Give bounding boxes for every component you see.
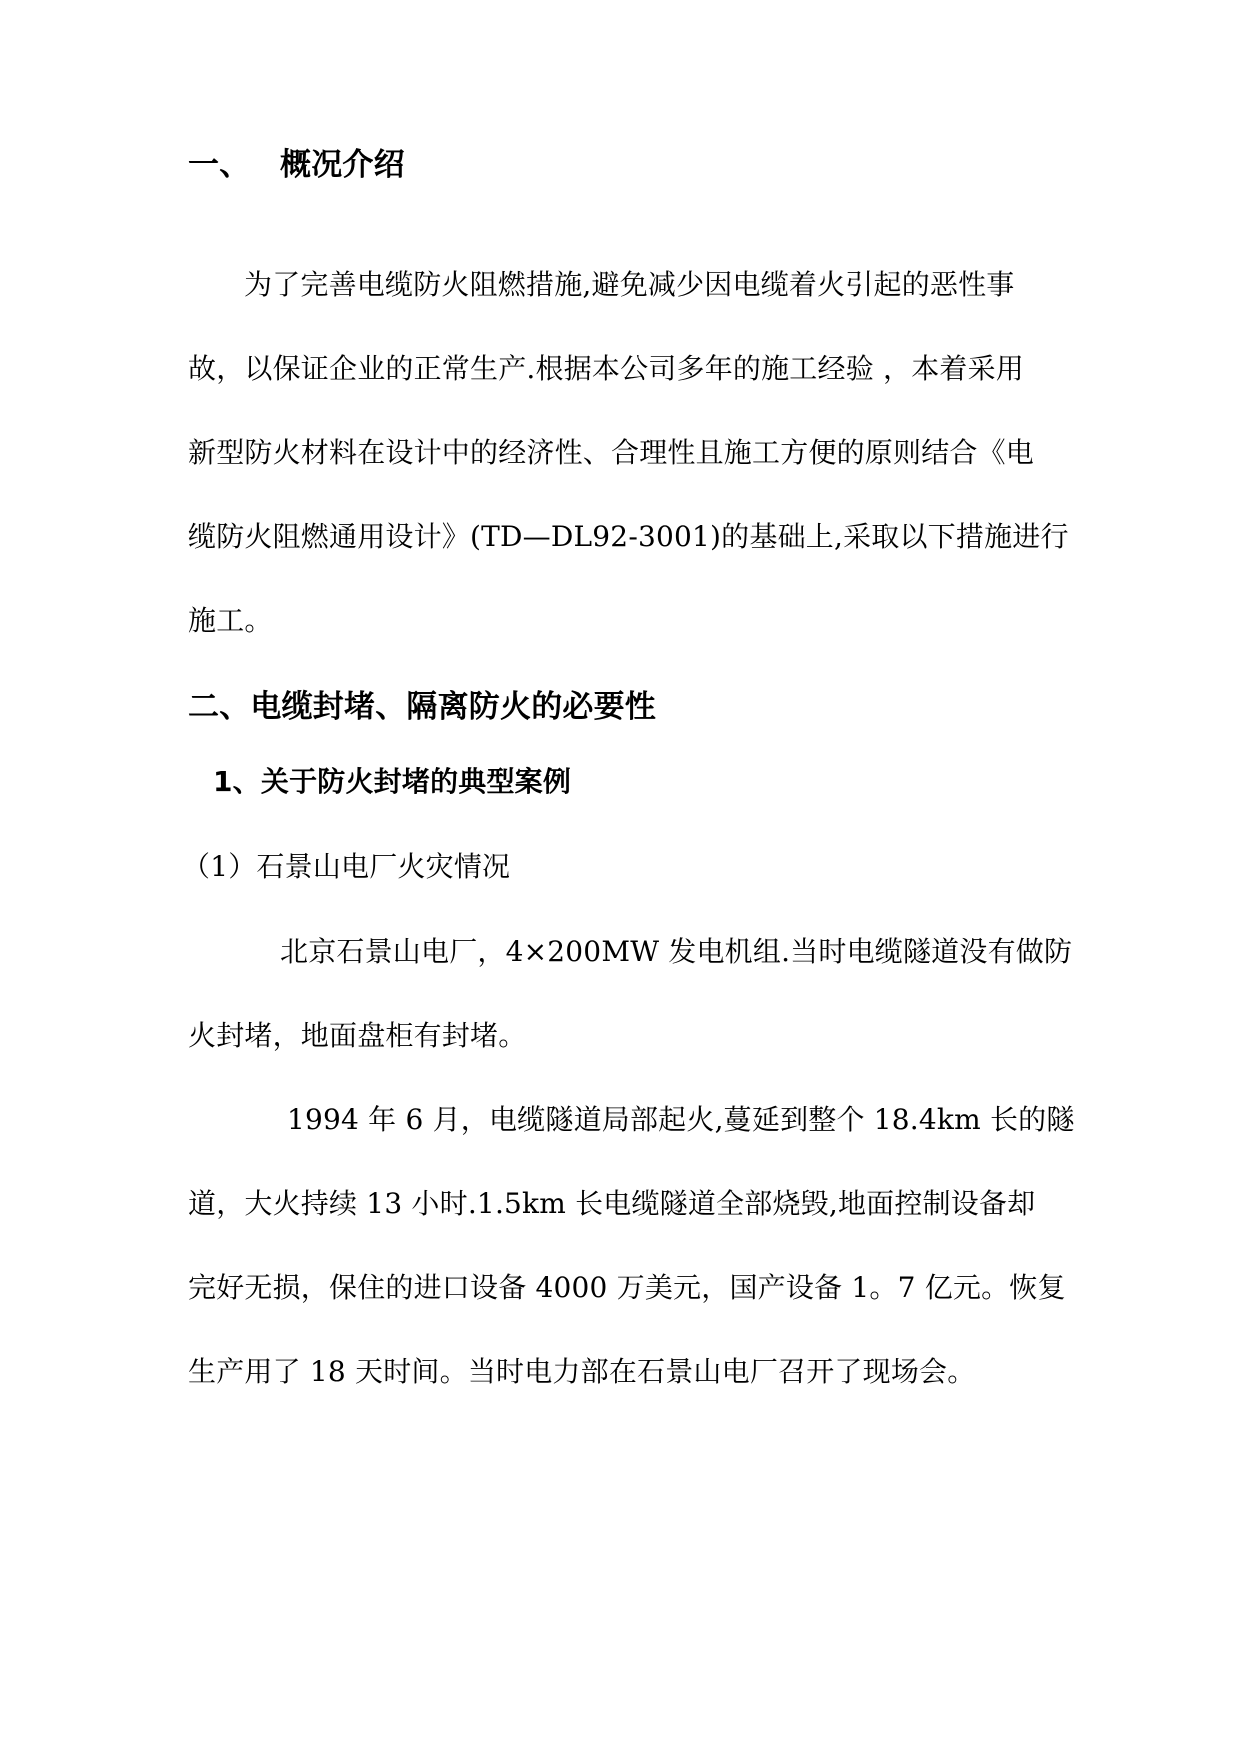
paragraph-line: 道，大火持续 13 小时.1.5km 长电缆隧道全部烧毁,地面控制设备却 [188,1187,1036,1220]
section-2-heading: 二、电缆封堵、隔离防火的必要性 [188,689,656,725]
paragraph-line: 生产用了 18 天时间。当时电力部在石景山电厂召开了现场会。 [188,1355,976,1388]
paragraph-line: 为了完善电缆防火阻燃措施,避免减少因电缆着火引起的恶性事 [244,268,1015,301]
section-1-number: 一、 [188,147,251,183]
subsection-heading: 1、关于防火封堵的典型案例 [213,765,572,798]
paragraph-line: 北京石景山电厂，4×200MW 发电机组.当时电缆隧道没有做防 [280,935,1073,968]
paragraph-line: 新型防火材料在设计中的经济性、合理性且施工方便的原则结合《电 [188,436,1035,469]
paragraph-line: 1994 年 6 月，电缆隧道局部起火,蔓延到整个 18.4km 长的隧 [287,1103,1075,1136]
paragraph-line: 缆防火阻燃通用设计》(TD—DL92-3001)的基础上,采取以下措施进行 [188,520,1069,553]
paragraph-line: 火封堵，地面盘柜有封堵。 [188,1019,527,1052]
section-1-heading [188,146,1058,184]
case-title: （1）石景山电厂火灾情况 [182,850,511,883]
paragraph-line: 故，以保证企业的正常生产.根据本公司多年的施工经验 ，本着采用 [188,352,1025,385]
section-1-title: 概况介绍 [280,147,405,183]
paragraph-line: 施工。 [188,604,273,637]
paragraph-line: 完好无损，保住的进口设备 4000 万美元，国产设备 1。7 亿元。恢复 [188,1271,1066,1304]
